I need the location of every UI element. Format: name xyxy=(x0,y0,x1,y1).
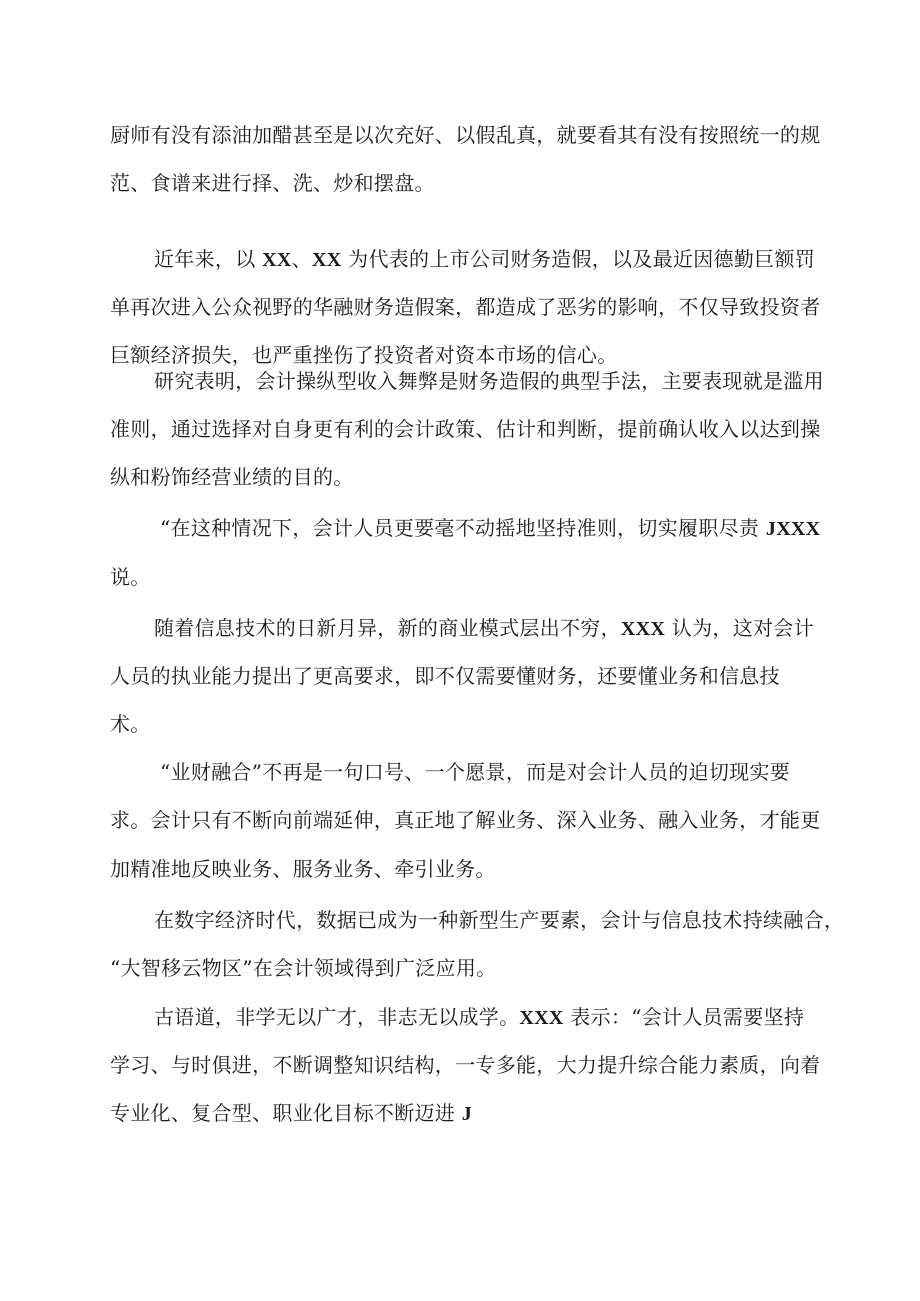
bold-text: JXXX xyxy=(765,518,821,540)
text-line: 厨师有没有添油加醋甚至是以次充好、以假乱真，就要看其有没有按照统一的规 xyxy=(110,123,821,147)
bold-text: J xyxy=(461,1103,473,1125)
text-line xyxy=(154,614,814,643)
text-line: 巨额经济损失，也严重挫伤了投资者对资本市场的信心。 xyxy=(110,343,618,367)
text-line: 纵和粉饰经营业绩的目的。 xyxy=(110,465,354,489)
bold-text: XXX xyxy=(620,618,666,640)
text-run: 专业化、复合型、职业化目标不断迈进 xyxy=(110,1101,462,1125)
text-line: 准则，通过选择对自身更有利的会计政策、估计和判断，提前确认收入以达到操 xyxy=(110,417,821,441)
text-line: “大智移云物区”在会计领域得到广泛应用。 xyxy=(110,956,497,980)
text-line: 说。 xyxy=(110,565,151,589)
text-run: 为代表的上市公司财务造假，以及最近因德勤巨额罚 xyxy=(341,247,816,271)
text-line: 范、食谱来进行择、洗、炒和摆盘。 xyxy=(110,171,435,195)
text-run: “在这种情况下，会计人员更要毫不动摇地坚持准则，切实履职尽责 xyxy=(160,516,766,540)
text-line: 人员的执业能力提出了更高要求，即不仅需要懂财务，还要懂业务和信息技 xyxy=(110,664,780,688)
text-line: “业财融合”不再是一句口号、一个愿景，而是对会计人员的迫切现实要 xyxy=(160,760,791,784)
text-run: 认为，这对会计 xyxy=(665,616,814,640)
text-line: 在数字经济时代，数据已成为一种新型生产要素，会计与信息技术持续融合， xyxy=(154,908,845,932)
text-line: 术。 xyxy=(110,712,151,736)
text-line: 单再次进入公众视野的华融财务造假案，都造成了恶劣的影响，不仅导致投资者 xyxy=(110,295,821,319)
text-line: 加精准地反映业务、服务业务、牵引业务。 xyxy=(110,857,496,881)
bold-text: XXX xyxy=(519,1007,564,1029)
text-run: 近年来，以 xyxy=(154,247,263,271)
text-line: 求。会计只有不断向前端延伸，真正地了解业务、深入业务、融入业务，才能更 xyxy=(110,808,821,832)
text-line xyxy=(154,245,815,274)
text-run: 表示：“会计人员需要坚持 xyxy=(563,1005,805,1029)
text-line xyxy=(154,1003,804,1032)
text-line xyxy=(110,1099,472,1128)
text-run: 随着信息技术的日新月异，新的商业模式层出不穷， xyxy=(154,616,621,640)
text-run: 、 xyxy=(291,247,312,271)
text-line: 学习、与时俱进，不断调整知识结构，一专多能，大力提升综合能力素质，向着 xyxy=(110,1053,821,1077)
text-line xyxy=(160,514,820,543)
text-line: 研究表明，会计操纵型收入舞弊是财务造假的典型手法，主要表现就是滥用 xyxy=(154,369,824,393)
bold-text: XX xyxy=(262,249,292,271)
bold-text: XX xyxy=(311,249,342,271)
text-run: 古语道，非学无以广才，非志无以成学。 xyxy=(154,1005,520,1029)
